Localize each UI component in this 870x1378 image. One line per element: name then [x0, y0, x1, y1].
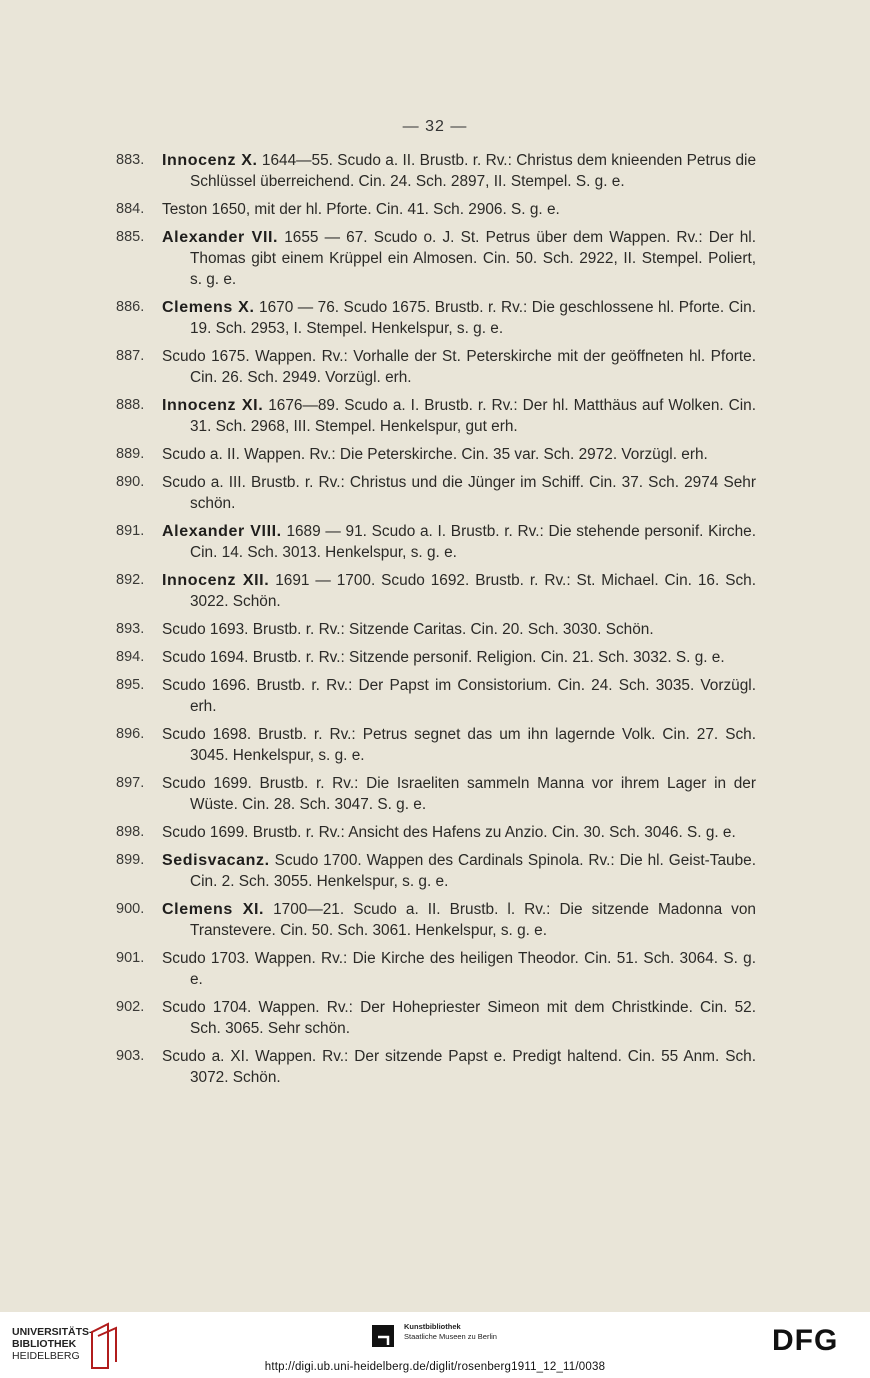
entry-description: Scudo 1675. Wappen. Rv.: Vorhalle der St. Peterskirche mit der geöffneten hl. Pforte. Cin. 26. Sch. 2949. Vorzügl. erh. — [162, 348, 756, 386]
entry-heading: Clemens XI. — [162, 901, 265, 918]
catalog-entry — [116, 521, 756, 563]
entry-description: 1644—55. Scudo a. II. Brustb. r. Rv.: Christus dem knieenden Petrus die Schlüssel überreichend. Cin. 24. Sch. 2897, II. Stempel. S. g. e. — [190, 152, 757, 190]
entry-number: 888. — [116, 397, 145, 413]
entry-text — [162, 822, 756, 843]
entry-text — [162, 227, 756, 290]
entry-heading: Innocenz XII. — [162, 572, 270, 589]
entry-description: Scudo 1699. Brustb. r. Rv.: Die Israeliten sammeln Manna vor ihrem Lager in der Wüste. Cin. 28. Sch. 3047. S. g. e. — [162, 775, 756, 813]
uhd-line3: HEIDELBERG — [12, 1350, 80, 1362]
catalog-entry — [116, 822, 756, 843]
entry-number: 897. — [116, 775, 145, 791]
entry-description: 1670 — 76. Scudo 1675. Brustb. r. Rv.: Die geschlossene hl. Pforte. Cin. 19. Sch. 2953, I. Stempel. Henkelspur, s. g. e. — [190, 299, 756, 337]
entry-number: 883. — [116, 152, 145, 168]
catalog-entry — [116, 773, 756, 815]
entry-description: Teston 1650, mit der hl. Pforte. Cin. 41. Sch. 2906. S. g. e. — [162, 201, 560, 218]
entry-description: Scudo a. XI. Wappen. Rv.: Der sitzende Papst e. Predigt haltend. Cin. 55 Anm. Sch. 3072. Schön. — [162, 1048, 756, 1086]
catalog-entry — [116, 395, 756, 437]
entry-number: 894. — [116, 649, 145, 665]
entry-number: 899. — [116, 852, 145, 868]
uhd-logo-text[interactable] — [12, 1326, 93, 1362]
entry-description: Scudo 1704. Wappen. Rv.: Der Hohepriester Simeon mit dem Christkinde. Cin. 52. Sch. 3065. Sehr schön. — [162, 999, 756, 1037]
entry-text — [162, 675, 756, 717]
entry-description: 1691 — 1700. Scudo 1692. Brustb. r. Rv.: St. Michael. Cin. 16. Sch. 3022. Schön. — [190, 572, 756, 610]
entry-text — [162, 150, 756, 192]
catalog-entry — [116, 647, 756, 668]
entry-number: 889. — [116, 446, 145, 462]
entry-text — [162, 444, 756, 465]
entry-description: Scudo 1700. Wappen des Cardinals Spinola. Rv.: Die hl. Geist-Taube. Cin. 2. Sch. 3055. Henkelspur, s. g. e. — [190, 852, 756, 890]
catalog-entries — [116, 150, 756, 1095]
catalog-entry — [116, 899, 756, 941]
catalog-entry — [116, 948, 756, 990]
entry-text — [162, 773, 756, 815]
entry-heading: Sedisvacanz. — [162, 852, 270, 869]
entry-text — [162, 346, 756, 388]
entry-text — [162, 948, 756, 990]
catalog-entry — [116, 150, 756, 192]
entry-text — [162, 1046, 756, 1088]
entry-description: Scudo 1694. Brustb. r. Rv.: Sitzende personif. Religion. Cin. 21. Sch. 3032. S. g. e. — [162, 649, 725, 666]
entry-text — [162, 199, 756, 220]
entry-description: 1655 — 67. Scudo o. J. St. Petrus über dem Wappen. Rv.: Der hl. Thomas gibt einem Krüppel ein Almosen. Cin. 50. Sch. 2922, II. Stempel. Poliert, s. g. e. — [190, 229, 756, 288]
entry-number: 902. — [116, 999, 145, 1015]
catalog-entry — [116, 619, 756, 640]
entry-text — [162, 472, 756, 514]
entry-heading: Innocenz XI. — [162, 397, 264, 414]
entry-heading: Alexander VII. — [162, 229, 279, 246]
entry-number: 903. — [116, 1048, 145, 1064]
kb-line2: Staatliche Museen zu Berlin — [404, 1332, 497, 1341]
kb-line1: Kunstbibliothek — [404, 1322, 461, 1331]
entry-description: Scudo 1696. Brustb. r. Rv.: Der Papst im Consistorium. Cin. 24. Sch. 3035. Vorzügl. erh. — [162, 677, 756, 715]
catalog-entry — [116, 444, 756, 465]
entry-text — [162, 997, 756, 1039]
entry-description: Scudo 1703. Wappen. Rv.: Die Kirche des heiligen Theodor. Cin. 51. Sch. 3064. S. g. e. — [162, 950, 756, 988]
catalog-entry — [116, 675, 756, 717]
entry-heading: Innocenz X. — [162, 152, 258, 169]
entry-description: Scudo a. III. Brustb. r. Rv.: Christus und die Jünger im Schiff. Cin. 37. Sch. 2974 Sehr schön. — [162, 474, 756, 512]
catalog-entry — [116, 199, 756, 220]
entry-text — [162, 850, 756, 892]
entry-heading: Clemens X. — [162, 299, 255, 316]
catalog-entry — [116, 227, 756, 290]
entry-number: 900. — [116, 901, 145, 917]
entry-number: 896. — [116, 726, 145, 742]
catalog-entry — [116, 570, 756, 612]
catalog-entry — [116, 1046, 756, 1088]
entry-text — [162, 647, 756, 668]
entry-number: 901. — [116, 950, 145, 966]
entry-description: 1700—21. Scudo a. II. Brustb. l. Rv.: Die sitzende Madonna von Transtevere. Cin. 50. Sch. 3061. Henkelspur, s. g. e. — [190, 901, 756, 939]
kunstbibliothek-text — [404, 1322, 497, 1342]
entry-number: 898. — [116, 824, 145, 840]
kunstbibliothek-logo-icon[interactable] — [372, 1323, 398, 1349]
entry-number: 891. — [116, 523, 145, 539]
page-number: — 32 — — [402, 118, 468, 135]
entry-number: 886. — [116, 299, 145, 315]
entry-number: 884. — [116, 201, 145, 217]
entry-text — [162, 297, 756, 339]
entry-description: 1676—89. Scudo a. I. Brustb. r. Rv.: Der hl. Matthäus auf Wolken. Cin. 31. Sch. 2968, III. Stempel. Henkelspur, gut erh. — [190, 397, 756, 435]
catalog-entry — [116, 724, 756, 766]
entry-description: Scudo 1693. Brustb. r. Rv.: Sitzende Caritas. Cin. 20. Sch. 3030. Schön. — [162, 621, 654, 638]
entry-text — [162, 724, 756, 766]
entry-description: Scudo 1698. Brustb. r. Rv.: Petrus segnet das um ihn lagernde Volk. Cin. 27. Sch. 3045. Henkelspur, s. g. e. — [162, 726, 756, 764]
catalog-entry — [116, 346, 756, 388]
entry-number: 887. — [116, 348, 145, 364]
catalog-entry — [116, 472, 756, 514]
catalog-entry — [116, 297, 756, 339]
entry-text — [162, 899, 756, 941]
catalog-entry — [116, 997, 756, 1039]
uhd-line2: BIBLIOTHEK — [12, 1338, 77, 1350]
entry-number: 893. — [116, 621, 145, 637]
dfg-logo[interactable]: DFG — [772, 1324, 839, 1357]
entry-text — [162, 395, 756, 437]
uhd-line1: UNIVERSITÄTS- — [12, 1326, 93, 1338]
entry-description: 1689 — 91. Scudo a. I. Brustb. r. Rv.: Die stehende personif. Kirche. Cin. 14. Sch. 3013. Henkelspur, s. g. e. — [190, 523, 756, 561]
entry-number: 892. — [116, 572, 145, 588]
entry-text — [162, 619, 756, 640]
entry-number: 895. — [116, 677, 145, 693]
entry-description: Scudo a. II. Wappen. Rv.: Die Peterskirche. Cin. 35 var. Sch. 2972. Vorzügl. erh. — [162, 446, 708, 463]
permalink-url[interactable]: http://digi.ub.uni-heidelberg.de/diglit/rosenberg1911_12_11/0038 — [264, 1361, 606, 1373]
entry-number: 885. — [116, 229, 145, 245]
entry-text — [162, 521, 756, 563]
entry-heading: Alexander VIII. — [162, 523, 282, 540]
entry-description: Scudo 1699. Brustb. r. Rv.: Ansicht des Hafens zu Anzio. Cin. 30. Sch. 3046. S. g. e. — [162, 824, 736, 841]
entry-number: 890. — [116, 474, 145, 490]
entry-text — [162, 570, 756, 612]
catalog-entry — [116, 850, 756, 892]
